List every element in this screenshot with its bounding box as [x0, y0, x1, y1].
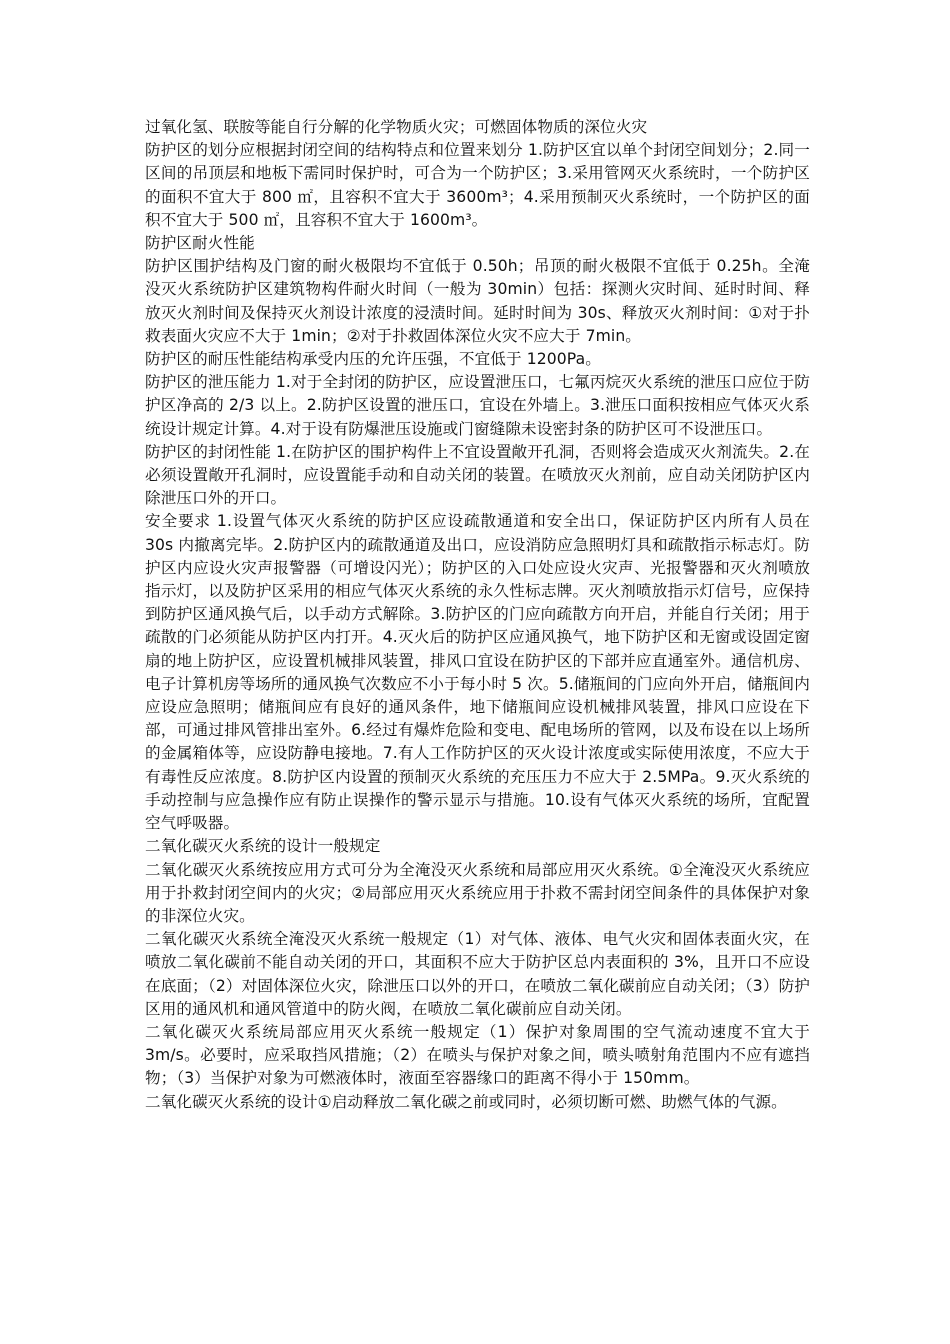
document-page	[145, 116, 810, 1114]
paragraph-co2-design: 二氧化碳灭火系统的设计①启动释放二氧化碳之前或同时，必须切断可燃、助燃气体的气源。	[145, 1092, 787, 1111]
paragraph-fire-resistance: 防护区围护结构及门窗的耐火极限均不宜低于 0.50h；吊顶的耐火极限不宜低于 0.25h。全淹没灭火系统防护区建筑物构件耐火时间（一般为 30min）包括：探测火灾时间、延时时间、释放灭火剂时间及保持灭火剂设计浓度的浸渍时间。延时时间为 30s、释放灭火剂时间：①对于扑救表面火灾应不大于 1min；②对于扑救固体深位火灾不应大于 7min。	[145, 257, 810, 345]
paragraph-sealing: 防护区的封闭性能 1.在防护区的围护构件上不宜设置敞开孔洞，否则将会造成灭火剂流失。2.在必须设置敞开孔洞时，应设置能手动和自动关闭的装置。在喷放灭火剂前，应自动关闭防护区内除泄压口外的开口。	[145, 442, 810, 508]
heading-co2-general: 二氧化碳灭火系统的设计一般规定	[145, 837, 381, 856]
paragraph-pressure-resistance: 防护区的耐压性能结构承受内压的允许压强，不宜低于 1200Pa。	[145, 350, 601, 369]
paragraph-co2-total-flooding: 二氧化碳灭火系统全淹没灭火系统一般规定（1）对气体、液体、电气火灾和固体表面火灾，在喷放二氧化碳前不能自动关闭的开口，其面积不应大于防护区总内表面积的 3%，且开口不应设在底面；（2）对固体深位火灾，除泄压口以外的开口，在喷放二氧化碳前应自动关闭；（3）防护区用的通风机和通风管道中的防火阀，在喷放二氧化碳前应自动关闭。	[145, 930, 810, 1018]
paragraph-fire-types: 过氧化氢、联胺等能自行分解的化学物质火灾；可燃固体物质的深位火灾	[145, 118, 648, 136]
paragraph-safety-requirements: 安全要求 1.设置气体灭火系统的防护区应设疏散通道和安全出口，保证防护区内所有人员在 30s 内撤离完毕。2.防护区内的疏散通道及出口，应设消防应急照明灯具和疏散指示标志灯。防护区内应设火灾声报警器（可增设闪光）；防护区的入口处应设火灾声、光报警器和灭火剂喷放指示灯，以及防护区采用的相应气体灭火系统的永久性标志牌。灭火剂喷放指示灯信号，应保持到防护区通风换气后，以手动方式解除。3.防护区的门应向疏散方向开启，并能自行关闭；用于疏散的门必须能从防护区内打开。4.灭火后的防护区应通风换气，地下防护区和无窗或设固定窗扇的地上防护区，应设置机械排风装置，排风口宜设在防护区的下部并应直通室外。通信机房、电子计算机房等场所的通风换气次数应不小于每小时 5 次。5.储瓶间的门应向外开启，储瓶间内应设应急照明；储瓶间应有良好的通风条件，地下储瓶间应设机械排风装置，排风口应设在下部，可通过排风管排出室外。6.经过有爆炸危险和变电、配电场所的管网，以及布设在以上场所的金属箱体等，应设防静电接地。7.有人工作防护区的灭火设计浓度或实际使用浓度，不应大于有毒性反应浓度。8.防护区内设置的预制灭火系统的充压压力不应大于 2.5MPa。9.灭火系统的手动控制与应急操作应有防止误操作的警示显示与措施。10.设有气体灭火系统的场所，宜配置空气呼吸器。	[145, 512, 810, 833]
paragraph-pressure-relief: 防护区的泄压能力 1.对于全封闭的防护区，应设置泄压口，七氟丙烷灭火系统的泄压口应位于防护区净高的 2/3 以上。2.防护区设置的泄压口，宜设在外墙上。3.泄压口面积按相应气体灭火系统设计规定计算。4.对于设有防爆泄压设施或门窗缝隙未设密封条的防护区可不设泄压口。	[145, 373, 810, 438]
heading-fire-resistance: 防护区耐火性能	[145, 234, 255, 253]
paragraph-co2-local-application: 二氧化碳灭火系统局部应用灭火系统一般规定（1）保护对象周围的空气流动速度不宜大于 3m/s。必要时，应采取挡风措施；（2）在喷头与保护对象之间，喷头喷射角范围内不应有遮挡物；（3）当保护对象为可燃液体时，液面至容器缘口的距离不得小于 150mm。	[145, 1022, 810, 1088]
paragraph-co2-application: 二氧化碳灭火系统按应用方式可分为全淹没灭火系统和局部应用灭火系统。①全淹没灭火系统应用于扑救封闭空间内的火灾；②局部应用灭火系统应用于扑救不需封闭空间条件的具体保护对象的非深位火灾。	[145, 860, 810, 925]
paragraph-zone-division: 防护区的划分应根据封闭空间的结构特点和位置来划分 1.防护区宜以单个封闭空间划分；2.同一区间的吊顶层和地板下需同时保护时，可合为一个防护区；3.采用管网灭火系统时，一个防护区的面积不宜大于 800 ㎡，且容积不宜大于 3600m³；4.采用预制灭火系统时，一个防护区的面积不宜大于 500 ㎡，且容积不宜大于 1600m³。	[145, 141, 810, 229]
